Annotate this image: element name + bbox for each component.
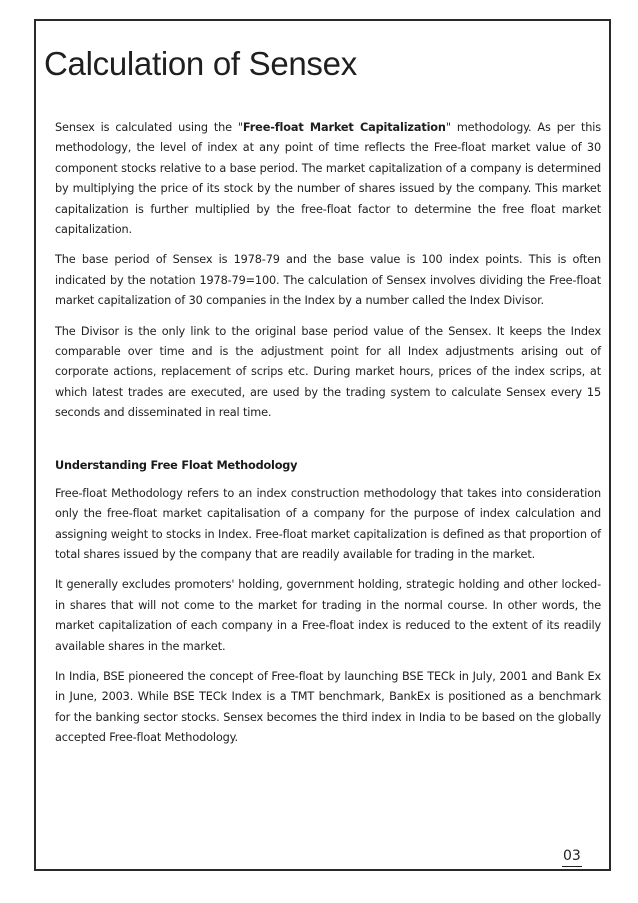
bold-term: Free-float Market Capitalization: [242, 121, 446, 134]
paragraph-base-period: The base period of Sensex is 1978-79 and the base value is 100 index points. This is often indicated by the notation 1978-79=100. The calculation of Sensex involves dividing the Free-float market capitalization of 30 companies in the Index by a number called the Index Divisor.: [55, 253, 601, 308]
document-body: [55, 118, 601, 749]
paragraph-free-float-definition: Free-float Methodology refers to an index construction methodology that takes into consideration only the free-float market capitalisation of a company for the purpose of index calculation and assigning weight to stocks in Index. Free-float market capitalization is defined as that proportion of total shares issued by the company that are readily available for trading in the market.: [55, 486, 601, 561]
paragraph-text: Sensex is calculated using the ": [55, 121, 243, 134]
page-number: 03: [563, 848, 581, 864]
paragraph-exclusions: It generally excludes promoters' holding, government holding, strategic holding and other locked-in shares that will not come to the market for trading in the normal course. In other words, the market capitalization of each company in a Free-float index is reduced to the extent of its readily available shares in the market.: [55, 578, 601, 653]
paragraph-text: " methodology. As per this methodology, the level of index at any point of time reflects the Free-float market value of 30 component stocks relative to a base period. The market capitalization of a company is determined by multiplying the price of its stock by the number of shares issued by the company. This market capitalization is further multiplied by the free-float factor to determine the free float market capitalization.: [55, 121, 601, 237]
page-number-underline: [562, 866, 582, 867]
paragraph-divisor: The Divisor is the only link to the original base period value of the Sensex. It keeps the Index comparable over time and is the adjustment point for all Index adjustments arising out of corporate actions, replacement of scrips etc. During market hours, prices of the index scrips, at which latest trades are executed, are used by the trading system to calculate Sensex every 15 seconds and disseminated in real time.: [55, 324, 601, 420]
paragraph-sensex-calculation: [55, 118, 601, 240]
paragraph-india-bse: In India, BSE pioneered the concept of Free-float by launching BSE TECk in July, 2001 and Bank Ex in June, 2003. While BSE TECk Index is a TMT benchmark, BankEx is positioned as a benchmark for the banking sector stocks. Sensex becomes the third index in India to be based on the globally accepted Free-float Methodology.: [55, 669, 601, 745]
section-heading: Understanding Free Float Methodology: [55, 458, 298, 472]
page-title: Calculation of Sensex: [44, 45, 357, 82]
